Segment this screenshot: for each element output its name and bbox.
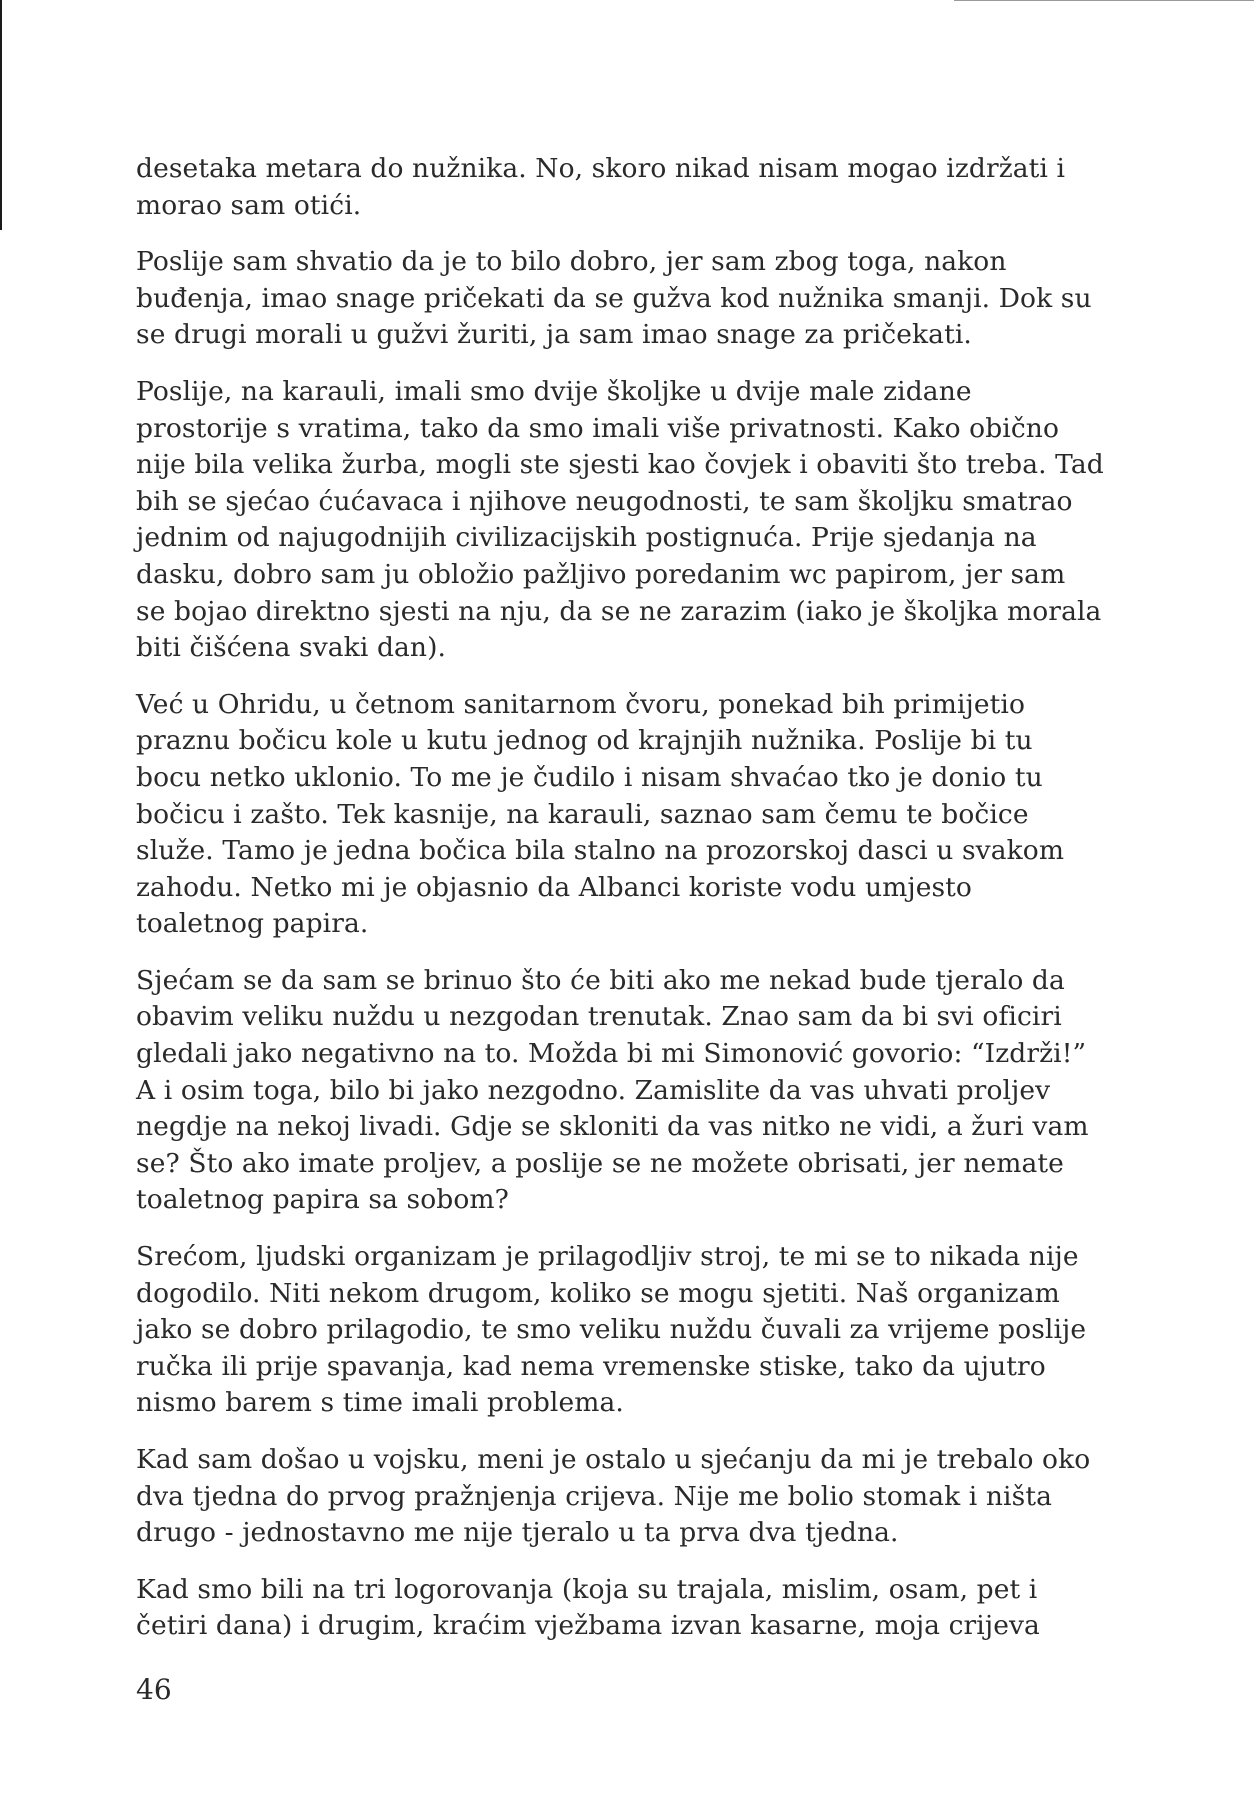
text-line: biti čišćena svaki dan).: [136, 632, 447, 664]
text-line: Poslije, na karauli, imali smo dvije školjke u dvije male zidane: [136, 375, 972, 407]
text-line: nije bila velika žurba, mogli ste sjesti kao čovjek i obaviti što treba. Tad: [136, 449, 1104, 481]
text-line: zahodu. Netko mi je objasnio da Albanci koriste vodu umjesto: [136, 871, 972, 903]
text-line: negdje na nekoj livadi. Gdje se skloniti da vas nitko ne vidi, a žuri vam: [136, 1111, 1089, 1143]
text-line: bocu netko uklonio. To me je čudilo i nisam shvaćao tko je donio tu: [136, 761, 1043, 793]
text-line: Sjećam se da sam se brinuo što će biti ako me nekad bude tjeralo da: [136, 964, 1065, 996]
text-line: dasku, dobro sam ju obložio pažljivo poredanim wc papirom, jer sam: [136, 558, 1066, 590]
text-line: Srećom, ljudski organizam je prilagodljiv stroj, te mi se to nikada nije: [136, 1241, 1079, 1273]
text-line: obavim veliku nuždu u nezgodan trenutak. Znao sam da bi svi oficiri: [136, 1001, 1062, 1033]
scan-edge-top: [954, 0, 1254, 1]
text-line: nismo barem s time imali problema.: [136, 1387, 624, 1419]
paragraph: [136, 374, 1136, 667]
scan-edge-left: [0, 0, 2, 230]
text-line: četiri dana) i drugim, kraćim vježbama izvan kasarne, moja crijeva: [136, 1610, 1040, 1642]
text-line: jako se dobro prilagodio, te smo veliku nuždu čuvali za vrijeme poslije: [136, 1314, 1087, 1346]
text-line: dogodilo. Niti nekom drugom, koliko se mogu sjetiti. Naš organizam: [136, 1277, 1060, 1309]
text-line: Kad sam došao u vojsku, meni je ostalo u sjećanju da mi je trebalo oko: [136, 1444, 1091, 1475]
text-line: se drugi morali u gužvi žuriti, ja sam imao snage za pričekati.: [136, 319, 972, 351]
text-line: Već u Ohridu, u četnom sanitarnom čvoru, ponekad bih primijetio: [136, 688, 1026, 720]
text-line: A i osim toga, bilo bi jako nezgodno. Zamislite da vas uhvati proljev: [136, 1074, 1051, 1106]
paragraph: [136, 1572, 1136, 1645]
text-line: Poslije sam shvatio da je to bilo dobro, jer sam zbog toga, nakon: [136, 246, 1007, 278]
text-line: dva tjedna do prvog pražnjenja crijeva. Nije me bolio stomak i ništa: [136, 1480, 1052, 1512]
text-line: se? Što ako imate proljev, a poslije se ne možete obrisati, jer nemate: [136, 1147, 1064, 1179]
text-line: toaletnog papira sa sobom?: [136, 1184, 509, 1216]
paragraph: [136, 687, 1136, 943]
text-line: morao sam otići.: [136, 189, 362, 221]
paragraph: [136, 963, 1136, 1219]
text-line: bočicu i zašto. Tek kasnije, na karauli, saznao sam čemu te bočice: [136, 798, 1029, 830]
text-line: praznu bočicu kole u kutu jednog od krajnjih nužnika. Poslije bi tu: [136, 725, 1033, 757]
body-text: [136, 151, 1136, 1665]
text-line: gledali jako negativno na to. Možda bi mi Simonović govorio: “Izdrži!”: [136, 1038, 1087, 1070]
paragraph: [136, 151, 1136, 224]
text-line: drugo - jednostavno me nije tjeralo u ta prva dva tjedna.: [136, 1517, 899, 1549]
text-line: jednim od najugodnijih civilizacijskih postignuća. Prije sjedanja na: [136, 522, 1037, 554]
text-line: služe. Tamo je jedna bočica bila stalno na prozorskoj dasci u svakom: [136, 835, 1065, 867]
paragraph: [136, 1442, 1136, 1552]
text-line: se bojao direktno sjesti na nju, da se ne zarazim (iako je školjka morala: [136, 595, 1102, 627]
text-line: buđenja, imao snage pričekati da se gužva kod nužnika smanji. Dok su: [136, 282, 1092, 314]
text-line: toaletnog papira.: [136, 908, 369, 940]
paragraph: [136, 1239, 1136, 1422]
paragraph: [136, 244, 1136, 354]
page-number: 46: [136, 1673, 172, 1706]
text-line: bih se sjećao ćućavaca i njihove neugodnosti, te sam školjku smatrao: [136, 485, 1073, 517]
text-line: Kad smo bili na tri logorovanja (koja su trajala, mislim, osam, pet i: [136, 1573, 1038, 1605]
text-line: desetaka metara do nužnika. No, skoro nikad nisam mogao izdržati i: [136, 153, 1066, 184]
text-line: prostorije s vratima, tako da smo imali više privatnosti. Kako obično: [136, 412, 1060, 444]
text-line: ručka ili prije spavanja, kad nema vremenske stiske, tako da ujutro: [136, 1350, 1046, 1382]
